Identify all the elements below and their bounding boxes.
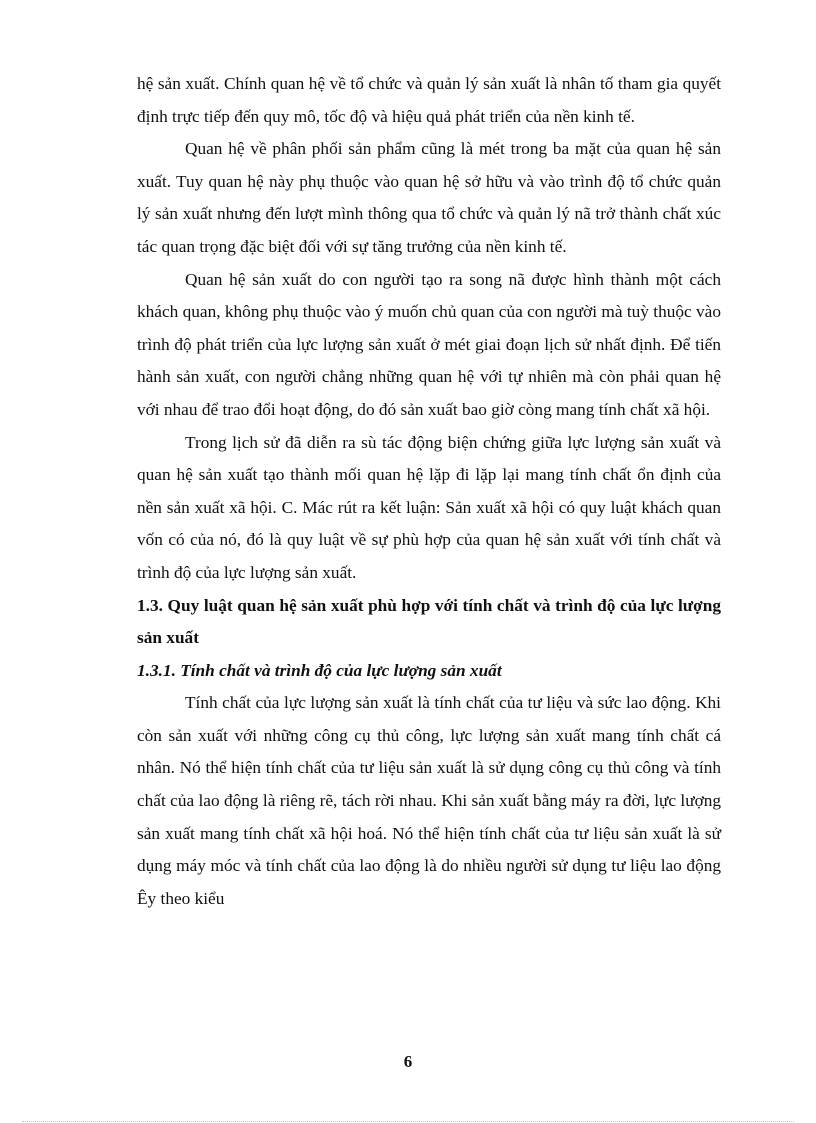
page-bottom-divider xyxy=(22,1121,794,1122)
document-page xyxy=(137,68,721,915)
paragraph-objective-relations: Quan hệ sản xuất do con người tạo ra song nã được hình thành một cách khách quan, không phụ thuộc vào ý muốn chủ quan của con người mà tuỳ thuộc vào trình độ phát triển của lực lượng sản xuất ở mét giai đoạn lịch sử nhất định. Để tiến hành sản xuất, con người chẳng những quan hệ với tự nhiên mà còn phải quan hệ với nhau để trao đổi hoạt động, do đó sản xuất bao giờ còng mang tính chất xã hội. xyxy=(137,269,721,419)
paragraph-distribution-relations: Quan hệ về phân phối sản phẩm cũng là mét trong ba mặt của quan hệ sản xuất. Tuy quan hệ này phụ thuộc vào quan hệ sở hữu và vào trình độ tổ chức quản lý sản xuất nhưng đến lượt mình thông qua tổ chức và quản lý nã trở thành chất xúc tác quan trọng đặc biệt đối với sự tăng trưởng của nền kinh tế. xyxy=(137,139,721,256)
page-number: 6 xyxy=(403,1052,413,1071)
paragraph-nature-of-productive-forces: Tính chất của lực lượng sản xuất là tính chất của tư liệu và sức lao động. Khi còn sản xuất với những công cụ thủ công, lực lượng sản xuất mang tính chất cá nhân. Nó thể hiện tính chất của tư liệu sản xuất là sử dụng công cụ thủ công và tính chất của lao động là riêng rẽ, tách rời nhau. Khi sản xuất bằng máy ra đời, lực lượng sản xuất mang tính chất xã hội hoá. Nó thể hiện tính chất của tư liệu sản xuất là sử dụng máy móc và tính chất của lao động là do nhiều người sử dụng tư liệu lao động Êy theo kiểu xyxy=(137,693,721,908)
subsection-heading-1-3-1: 1.3.1. Tính chất và trình độ của lực lượng sản xuất xyxy=(137,660,502,680)
section-heading-1-3: 1.3. Quy luật quan hệ sản xuất phù hợp với tính chất và trình độ của lực lượng sản xuất xyxy=(137,595,721,648)
paragraph-continuation: hệ sản xuất. Chính quan hệ về tổ chức và quản lý sản xuất là nhân tố tham gia quyết định trực tiếp đến quy mô, tốc độ và hiệu quả phát triển của nền kinh tế. xyxy=(137,74,721,126)
paragraph-marx-conclusion: Trong lịch sử đã diễn ra sù tác động biện chứng giữa lực lượng sản xuất và quan hệ sản xuất tạo thành mối quan hệ lặp đi lặp lại mang tính chất ổn định của nền sản xuất xã hội. C. Mác rút ra kết luận: Sản xuất xã hội có quy luật khách quan vốn có của nó, đó là quy luật về sự phù hợp của quan hệ sản xuất với tính chất và trình độ của lực lượng sản xuất. xyxy=(137,432,721,582)
